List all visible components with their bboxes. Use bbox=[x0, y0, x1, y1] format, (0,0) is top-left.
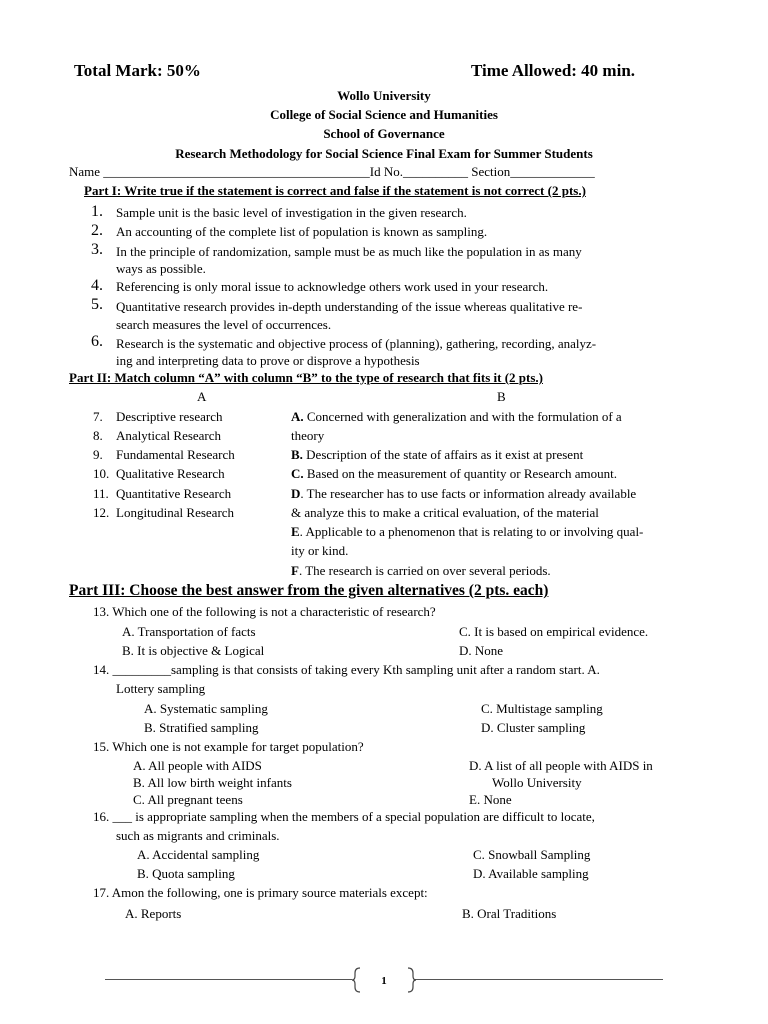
q9-text: Fundamental Research bbox=[116, 447, 235, 462]
q17-option-b: B. Oral Traditions bbox=[462, 906, 557, 921]
name-id-section-line: Name _________________________________________Id No.__________ Section_____________ bbox=[69, 164, 595, 179]
option-a bbox=[291, 409, 622, 425]
q15-option-d: D. A list of all people with AIDS in bbox=[469, 758, 653, 773]
option-a-text: Concerned with generalization and with the formulation of a bbox=[303, 409, 622, 424]
q16-option-c: C. Snowball Sampling bbox=[473, 847, 591, 862]
q14-option-b: B. Stratified sampling bbox=[144, 720, 259, 735]
q7-text: Descriptive research bbox=[116, 409, 223, 424]
option-d-cont: & analyze this to make a critical evaluation, of the material bbox=[291, 505, 599, 520]
option-d bbox=[291, 486, 636, 502]
q4-text: Referencing is only moral issue to acknowledge others work used in your research. bbox=[116, 279, 549, 294]
option-a-letter: A. bbox=[291, 409, 304, 424]
q15-option-a: A. All people with AIDS bbox=[133, 758, 262, 773]
column-a-header: A bbox=[197, 389, 207, 404]
q15-option-e: E. None bbox=[469, 792, 512, 807]
university-name: Wollo University bbox=[337, 88, 431, 103]
total-mark: Total Mark: 50% bbox=[74, 61, 201, 80]
q11-text: Quantitative Research bbox=[116, 486, 232, 501]
column-b-header: B bbox=[497, 389, 506, 404]
q7-number: 7. bbox=[93, 409, 103, 424]
q16-stem: 16. ___ is appropriate sampling when the members of a special population are difficult to locate, bbox=[93, 809, 595, 824]
page-number: 1 bbox=[381, 975, 387, 987]
q1-text: Sample unit is the basic level of investigation in the given research. bbox=[116, 205, 467, 220]
option-e-cont: ity or kind. bbox=[291, 543, 349, 558]
q17-option-a: A. Reports bbox=[125, 906, 182, 921]
option-b bbox=[291, 447, 583, 463]
q14-option-d: D. Cluster sampling bbox=[481, 720, 586, 735]
q3-number: 3. bbox=[91, 241, 103, 258]
option-b-letter: B. bbox=[291, 447, 303, 462]
option-e bbox=[291, 524, 643, 540]
option-b-text: Description of the state of affairs as it exist at present bbox=[302, 447, 584, 462]
q13-option-b: B. It is objective & Logical bbox=[122, 643, 265, 658]
q14-stem: 14. _________sampling is that consists of taking every Kth sampling unit after a random start. A. bbox=[93, 662, 600, 677]
q13-stem: 13. Which one of the following is not a characteristic of research? bbox=[93, 604, 436, 619]
q13-option-d: D. None bbox=[459, 643, 504, 658]
q16-stem-cont: such as migrants and criminals. bbox=[116, 828, 280, 843]
q1-number: 1. bbox=[91, 203, 103, 220]
option-f bbox=[291, 563, 551, 579]
q15-stem: 15. Which one is not example for target population? bbox=[93, 739, 364, 754]
q15-option-d-cont: Wollo University bbox=[492, 775, 582, 790]
footer-rule-right bbox=[415, 979, 663, 980]
q11-number: 11. bbox=[93, 486, 109, 501]
q6-number: 6. bbox=[91, 333, 103, 350]
q6-text: Research is the systematic and objective process of (planning), gathering, recording, analyz- bbox=[116, 336, 597, 351]
q12-text: Longitudinal Research bbox=[116, 505, 235, 520]
option-d-text: . The researcher has to use facts or information already available bbox=[300, 486, 637, 501]
option-f-letter: F bbox=[291, 563, 299, 578]
option-e-text: . Applicable to a phenomenon that is relating to or involving qual- bbox=[299, 524, 644, 539]
option-a-cont: theory bbox=[291, 428, 325, 443]
q8-text: Analytical Research bbox=[116, 428, 222, 443]
q14-stem-cont: Lottery sampling bbox=[116, 681, 206, 696]
part2-title: Part II: Match column “A” with column “B” to the type of research that fits it (2 pts.) bbox=[69, 370, 543, 385]
q5-text-cont: search measures the level of occurrences. bbox=[116, 317, 332, 332]
q5-text: Quantitative research provides in-depth understanding of the issue whereas qualitative re- bbox=[116, 299, 583, 314]
q16-option-b: B. Quota sampling bbox=[137, 866, 235, 881]
q16-option-d: D. Available sampling bbox=[473, 866, 589, 881]
q13-option-c: C. It is based on empirical evidence. bbox=[459, 624, 649, 639]
q13-option-a: A. Transportation of facts bbox=[122, 624, 256, 639]
q16-option-a: A. Accidental sampling bbox=[137, 847, 260, 862]
q5-number: 5. bbox=[91, 296, 103, 313]
q9-number: 9. bbox=[93, 447, 103, 462]
option-c-letter: C. bbox=[291, 466, 304, 481]
exam-title: Research Methodology for Social Science Final Exam for Summer Students bbox=[175, 146, 593, 161]
option-e-letter: E bbox=[291, 524, 300, 539]
q15-option-b: B. All low birth weight infants bbox=[133, 775, 292, 790]
q10-number: 10. bbox=[93, 466, 110, 481]
q12-number: 12. bbox=[93, 505, 110, 520]
q2-text: An accounting of the complete list of population is known as sampling. bbox=[116, 224, 488, 239]
option-d-letter: D bbox=[291, 486, 301, 501]
footer-rule-left bbox=[105, 979, 352, 980]
q8-number: 8. bbox=[93, 428, 103, 443]
part3-title: Part III: Choose the best answer from the given alternatives (2 pts. each) bbox=[69, 582, 549, 599]
school-name: School of Governance bbox=[323, 126, 445, 141]
q17-stem: 17. Amon the following, one is primary source materials except: bbox=[93, 885, 428, 900]
q3-text: In the principle of randomization, sample must be as much like the population in as many bbox=[116, 244, 582, 259]
q14-option-a: A. Systematic sampling bbox=[144, 701, 268, 716]
college-name: College of Social Science and Humanities bbox=[270, 107, 498, 122]
time-allowed: Time Allowed: 40 min. bbox=[471, 61, 636, 80]
q14-option-c: C. Multistage sampling bbox=[481, 701, 603, 716]
q15-option-c: C. All pregnant teens bbox=[133, 792, 243, 807]
q6-text-cont: ing and interpreting data to prove or disprove a hypothesis bbox=[116, 353, 420, 368]
q3-text-cont: ways as possible. bbox=[116, 261, 206, 276]
q10-text: Qualitative Research bbox=[116, 466, 225, 481]
option-c bbox=[291, 466, 617, 482]
q2-number: 2. bbox=[91, 222, 103, 239]
option-f-text: . The research is carried on over several periods. bbox=[298, 563, 551, 578]
q4-number: 4. bbox=[91, 277, 103, 294]
part1-title: Part I: Write true if the statement is correct and false if the statement is not correct (2 pts.) bbox=[84, 183, 586, 198]
option-c-text: Based on the measurement of quantity or Research amount. bbox=[303, 466, 617, 481]
